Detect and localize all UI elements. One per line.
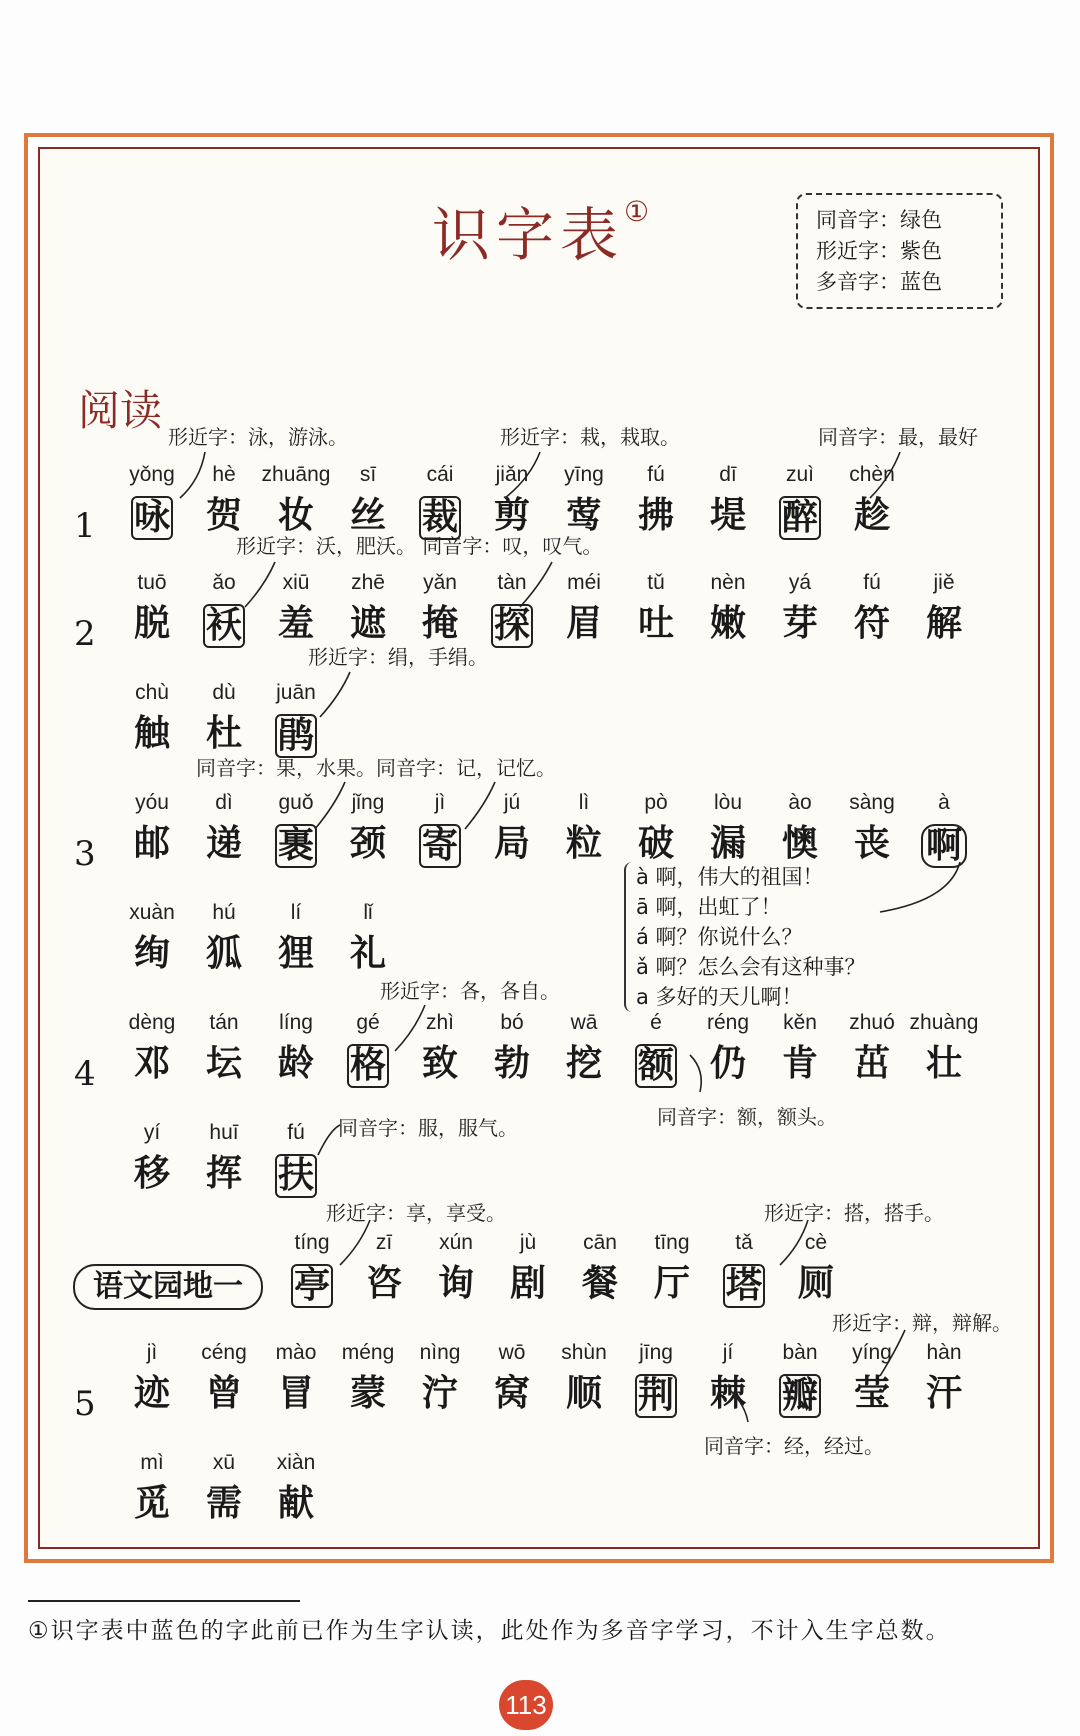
char-cell <box>328 790 408 864</box>
char-cell <box>184 680 264 754</box>
hanzi: 荆 <box>635 1374 677 1418</box>
char-cell <box>688 1010 768 1084</box>
hanzi: 堤 <box>709 495 746 536</box>
pinyin: xún <box>439 1231 473 1254</box>
pinyin: shùn <box>561 1341 607 1364</box>
char-cell <box>488 1230 568 1304</box>
char-cell <box>112 1450 192 1524</box>
hanzi: 符 <box>853 603 890 644</box>
char-cell <box>544 790 624 864</box>
note-row3: 同音字：果，水果。同音字：记，记忆。 <box>196 756 556 780</box>
hanzi: 触 <box>133 713 170 754</box>
hanzi: 蒙 <box>349 1373 386 1414</box>
pinyin: fú <box>287 1121 305 1144</box>
char-cell <box>704 1230 784 1308</box>
hanzi: 邮 <box>133 823 170 864</box>
char-cell <box>760 1340 840 1418</box>
footnote-divider <box>28 1600 300 1602</box>
char-cell <box>112 570 192 644</box>
note-similar-yong: 形近字：泳，游泳。 <box>168 425 348 449</box>
pinyin: jiǎn <box>495 463 529 486</box>
char-cell <box>904 1340 984 1414</box>
char-cell <box>776 1230 856 1304</box>
char-cell <box>616 462 696 536</box>
pinyin: réng <box>706 1011 750 1034</box>
hanzi: 袄 <box>203 604 245 648</box>
char-cell <box>760 570 840 644</box>
pinyin: ǎo <box>212 571 236 594</box>
pinyin: pò <box>644 791 668 814</box>
hanzi: 探 <box>491 604 533 648</box>
hanzi: 迹 <box>133 1373 170 1414</box>
pinyin: zuì <box>785 463 814 486</box>
hanzi: 羞 <box>277 603 314 644</box>
legend-polyphone: 多音字：蓝色 <box>816 270 942 294</box>
hanzi: 狸 <box>277 933 314 974</box>
hanzi: 额 <box>635 1044 677 1088</box>
hanzi: 莺 <box>565 495 602 536</box>
hanzi: 芽 <box>781 603 818 644</box>
char-cell <box>760 790 840 864</box>
hanzi: 狐 <box>205 933 242 974</box>
note-similar-juan: 形近字：绢，手绢。 <box>308 645 488 669</box>
char-cell <box>112 900 192 974</box>
char-cell <box>616 570 696 644</box>
char-cell <box>328 1010 408 1088</box>
char-cell <box>184 900 264 974</box>
pinyin: lòu <box>713 791 743 814</box>
char-row <box>0 570 1080 670</box>
hanzi: 格 <box>347 1044 389 1088</box>
hanzi: 拂 <box>637 495 674 536</box>
hanzi: 杜 <box>205 713 242 754</box>
char-cell <box>832 570 912 644</box>
note-similar-ta: 形近字：搭，搭手。 <box>764 1201 944 1225</box>
legend-similar: 形近字：紫色 <box>816 239 942 263</box>
hanzi: 勃 <box>493 1043 530 1084</box>
hanzi: 莹 <box>853 1373 890 1414</box>
hanzi: 趁 <box>853 495 890 536</box>
pinyin: yīng <box>564 463 604 486</box>
char-cell <box>544 1340 624 1414</box>
note-homophone-e: 同音字：额，额头。 <box>657 1105 837 1129</box>
hanzi: 棘 <box>709 1373 746 1414</box>
char-cell <box>400 790 480 868</box>
pinyin: lǐ <box>363 901 373 924</box>
char-cell <box>184 570 264 648</box>
lesson-number: 1 <box>74 506 96 546</box>
hanzi: 瓣 <box>779 1374 821 1418</box>
char-cell <box>616 790 696 864</box>
pinyin: dī <box>719 463 737 486</box>
hanzi: 挥 <box>205 1153 242 1194</box>
hanzi: 顺 <box>565 1373 602 1414</box>
hanzi: 丝 <box>349 495 386 536</box>
pinyin: zhuàng <box>909 1011 979 1034</box>
note-similar-ting: 形近字：享，享受。 <box>326 1201 506 1225</box>
char-cell <box>184 1340 264 1414</box>
pinyin: méi <box>567 571 601 594</box>
pinyin: wō <box>498 1341 526 1364</box>
hanzi: 曾 <box>205 1373 242 1414</box>
char-row <box>0 1120 1080 1220</box>
char-cell <box>328 1340 408 1414</box>
hanzi: 汗 <box>925 1373 962 1414</box>
char-cell <box>272 1230 352 1308</box>
hanzi: 颈 <box>349 823 386 864</box>
char-cell <box>256 1340 336 1414</box>
hanzi: 遮 <box>349 603 386 644</box>
char-cell <box>416 1230 496 1304</box>
char-cell <box>256 1120 336 1198</box>
pinyin: xiàn <box>276 1451 316 1474</box>
char-cell <box>112 1010 192 1084</box>
pinyin: zhì <box>425 1011 454 1034</box>
pinyin: dì <box>215 791 233 814</box>
hanzi: 需 <box>205 1483 242 1524</box>
hanzi: 局 <box>493 823 530 864</box>
pinyin: é <box>650 1011 662 1034</box>
char-cell <box>472 462 552 536</box>
pinyin: sàng <box>849 791 895 814</box>
char-cell <box>184 1450 264 1524</box>
pinyin: tīng <box>654 1231 690 1254</box>
hanzi: 粒 <box>565 823 602 864</box>
pinyin: zhuāng <box>261 463 331 486</box>
pinyin: ào <box>788 791 812 814</box>
pinyin: jiě <box>933 571 955 594</box>
char-cell <box>688 1340 768 1414</box>
char-cell <box>544 462 624 536</box>
pinyin: chù <box>135 681 169 704</box>
hanzi: 剧 <box>509 1263 546 1304</box>
char-cell <box>832 790 912 864</box>
char-cell <box>400 1010 480 1084</box>
char-row <box>0 790 1080 890</box>
pinyin: tǔ <box>647 571 665 594</box>
pinyin: yá <box>788 571 812 594</box>
pinyin: hú <box>212 901 236 924</box>
hanzi: 塔 <box>723 1264 765 1308</box>
pinyin: wā <box>570 1011 598 1034</box>
a-usage-item: ǎ 啊？怎么会有这种事？ <box>636 955 866 979</box>
hanzi: 咏 <box>131 496 173 540</box>
char-cell <box>184 790 264 864</box>
hanzi: 泞 <box>421 1373 458 1414</box>
char-cell <box>256 570 336 644</box>
hanzi: 贺 <box>205 495 242 536</box>
pinyin: cān <box>583 1231 617 1254</box>
char-cell <box>904 570 984 644</box>
pinyin: lí <box>290 901 302 924</box>
hanzi: 窝 <box>493 1373 530 1414</box>
hanzi: 嫩 <box>709 603 746 644</box>
pinyin: à <box>938 791 950 814</box>
hanzi: 裁 <box>419 496 461 540</box>
pinyin: fú <box>863 571 881 594</box>
pinyin: hàn <box>926 1341 962 1364</box>
pinyin: fú <box>647 463 665 486</box>
char-cell <box>400 1340 480 1414</box>
char-cell <box>112 680 192 754</box>
char-cell <box>400 462 480 540</box>
pinyin: bó <box>500 1011 524 1034</box>
pinyin: méng <box>341 1341 395 1364</box>
char-row <box>0 1450 1080 1550</box>
pinyin: jù <box>519 1231 537 1254</box>
char-row <box>0 680 1080 780</box>
pinyin: yǒng <box>129 463 175 486</box>
lesson-number: 3 <box>74 834 96 874</box>
pinyin: guǒ <box>278 791 314 814</box>
char-cell <box>112 790 192 864</box>
hanzi: 丧 <box>853 823 890 864</box>
pinyin: jì <box>434 791 446 814</box>
hanzi: 厅 <box>653 1263 690 1304</box>
char-cell <box>832 1010 912 1084</box>
pinyin: hè <box>212 463 236 486</box>
note-similar-ban: 形近字：辩，辩解。 <box>832 1311 1012 1335</box>
hanzi: 剪 <box>493 495 530 536</box>
pinyin: juān <box>276 681 316 704</box>
char-cell <box>400 570 480 644</box>
char-cell <box>256 680 336 758</box>
hanzi: 坛 <box>205 1043 242 1084</box>
note-similar-cai: 形近字：栽，栽取。 <box>500 425 680 449</box>
pinyin: mì <box>140 1451 164 1474</box>
hanzi: 挖 <box>565 1043 602 1084</box>
pinyin: yóu <box>135 791 169 814</box>
a-usage-item: ā 啊，出虹了！ <box>636 895 782 919</box>
char-cell <box>184 1010 264 1084</box>
hanzi: 肯 <box>781 1043 818 1084</box>
pinyin: yǎn <box>423 571 457 594</box>
pinyin: tán <box>209 1011 239 1034</box>
hanzi: 脱 <box>133 603 170 644</box>
char-cell <box>832 1340 912 1414</box>
char-cell <box>616 1340 696 1418</box>
hanzi: 啊 <box>921 824 967 868</box>
lesson-number: 5 <box>74 1384 96 1424</box>
char-cell <box>760 1010 840 1084</box>
char-cell <box>256 1010 336 1084</box>
hanzi: 亭 <box>291 1264 333 1308</box>
pinyin: huī <box>209 1121 239 1144</box>
pinyin: zī <box>375 1231 393 1254</box>
pinyin: jīng <box>639 1341 673 1364</box>
footnote: ①识字表中蓝色的字此前已作为生字认读，此处作为多音字学习，不计入生字总数。 <box>28 1618 951 1644</box>
pinyin: yíng <box>852 1341 892 1364</box>
note-homophone-jing: 同音字：经，经过。 <box>704 1434 884 1458</box>
pinyin: dù <box>212 681 236 704</box>
hanzi: 致 <box>421 1043 458 1084</box>
hanzi: 移 <box>133 1153 170 1194</box>
char-cell <box>112 1340 192 1414</box>
a-usage-item: á 啊？你说什么？ <box>636 925 803 949</box>
hanzi: 壮 <box>925 1043 962 1084</box>
hanzi: 询 <box>437 1263 474 1304</box>
hanzi: 绚 <box>133 933 170 974</box>
char-cell <box>256 462 336 536</box>
char-cell <box>760 462 840 540</box>
pinyin: sī <box>359 463 377 486</box>
char-cell <box>472 1010 552 1084</box>
hanzi: 吐 <box>637 603 674 644</box>
lesson-number: 4 <box>74 1054 96 1094</box>
pinyin: céng <box>201 1341 247 1364</box>
hanzi: 懊 <box>781 823 818 864</box>
pinyin: yí <box>143 1121 161 1144</box>
note-homophone-zui: 同音字：最，最好 <box>818 425 978 449</box>
hanzi: 递 <box>205 823 242 864</box>
a-usage-item: a 多好的天儿啊！ <box>636 985 803 1009</box>
section-garden-label: 语文园地一 <box>73 1264 263 1310</box>
pinyin: jí <box>722 1341 734 1364</box>
char-cell <box>328 462 408 536</box>
pinyin: xuàn <box>129 901 175 924</box>
hanzi: 醉 <box>779 496 821 540</box>
pinyin: tíng <box>294 1231 330 1254</box>
char-cell <box>256 900 336 974</box>
pinyin: jǐng <box>351 791 385 814</box>
hanzi: 鹃 <box>275 714 317 758</box>
legend-homophone: 同音字：绿色 <box>816 208 942 232</box>
pinyin: cái <box>426 463 454 486</box>
hanzi: 漏 <box>709 823 746 864</box>
pinyin: xiū <box>282 571 310 594</box>
pinyin: zhē <box>351 571 385 594</box>
pinyin: tuō <box>137 571 167 594</box>
color-legend <box>796 193 1003 309</box>
char-row <box>0 900 1080 1000</box>
hanzi: 礼 <box>349 933 386 974</box>
hanzi: 眉 <box>565 603 602 644</box>
char-cell <box>688 570 768 644</box>
pinyin: jì <box>146 1341 158 1364</box>
note-similar-ge: 形近字：各，各自。 <box>380 979 560 1003</box>
pinyin: tǎ <box>735 1231 753 1254</box>
char-cell <box>616 1010 696 1088</box>
pinyin: xū <box>212 1451 236 1474</box>
pinyin: cè <box>804 1231 828 1254</box>
section-read-heading: 阅读 <box>78 386 163 435</box>
hanzi: 扶 <box>275 1154 317 1198</box>
hanzi: 妆 <box>277 495 314 536</box>
note-row2: 形近字：沃，肥沃。 同音字：叹，叹气。 <box>236 534 603 558</box>
char-cell <box>112 1120 192 1194</box>
pinyin: jú <box>503 791 521 814</box>
hanzi: 破 <box>637 823 674 864</box>
hanzi: 茁 <box>853 1043 890 1084</box>
char-cell <box>832 462 912 536</box>
char-cell <box>344 1230 424 1304</box>
char-cell <box>544 1010 624 1084</box>
char-cell <box>184 1120 264 1194</box>
char-cell <box>560 1230 640 1304</box>
hanzi: 寄 <box>419 824 461 868</box>
char-cell <box>688 790 768 864</box>
char-cell <box>112 462 192 540</box>
char-cell <box>328 900 408 974</box>
hanzi: 餐 <box>581 1263 618 1304</box>
pinyin: tàn <box>497 571 527 594</box>
char-cell <box>544 570 624 644</box>
hanzi: 掩 <box>421 603 458 644</box>
pinyin: nìng <box>419 1341 461 1364</box>
hanzi: 觅 <box>133 1483 170 1524</box>
char-cell <box>256 790 336 868</box>
char-cell <box>688 462 768 536</box>
hanzi: 咨 <box>365 1263 402 1304</box>
hanzi: 邓 <box>133 1043 170 1084</box>
hanzi: 厕 <box>797 1263 834 1304</box>
hanzi: 献 <box>277 1483 314 1524</box>
pinyin: lì <box>578 791 590 814</box>
lesson-number: 2 <box>74 614 96 654</box>
pinyin: mào <box>275 1341 317 1364</box>
char-cell <box>904 1010 984 1084</box>
char-cell <box>256 1450 336 1524</box>
char-cell <box>184 462 264 536</box>
char-row <box>0 462 1080 562</box>
a-usage-item: à 啊，伟大的祖国！ <box>636 865 824 889</box>
char-row <box>0 1340 1080 1440</box>
page-number: 113 <box>499 1680 553 1730</box>
char-cell <box>328 570 408 644</box>
char-cell <box>472 570 552 648</box>
pinyin: líng <box>279 1011 313 1034</box>
hanzi: 仍 <box>709 1043 746 1084</box>
char-row <box>0 1230 1080 1330</box>
char-row <box>0 1010 1080 1110</box>
pinyin: bàn <box>782 1341 818 1364</box>
hanzi: 冒 <box>277 1373 314 1414</box>
char-cell <box>632 1230 712 1304</box>
pinyin: nèn <box>710 571 746 594</box>
pinyin: dèng <box>128 1011 176 1034</box>
pinyin: kěn <box>783 1011 817 1034</box>
char-cell <box>904 790 984 868</box>
page-title: 识字表① <box>432 194 650 269</box>
pinyin: zhuó <box>849 1011 895 1034</box>
hanzi: 龄 <box>277 1043 314 1084</box>
pinyin: chèn <box>849 463 895 486</box>
pinyin: gé <box>356 1011 380 1034</box>
char-cell <box>472 790 552 864</box>
hanzi: 解 <box>925 603 962 644</box>
hanzi: 裹 <box>275 824 317 868</box>
char-cell <box>472 1340 552 1414</box>
note-homophone-fu: 同音字：服，服气。 <box>338 1116 518 1140</box>
